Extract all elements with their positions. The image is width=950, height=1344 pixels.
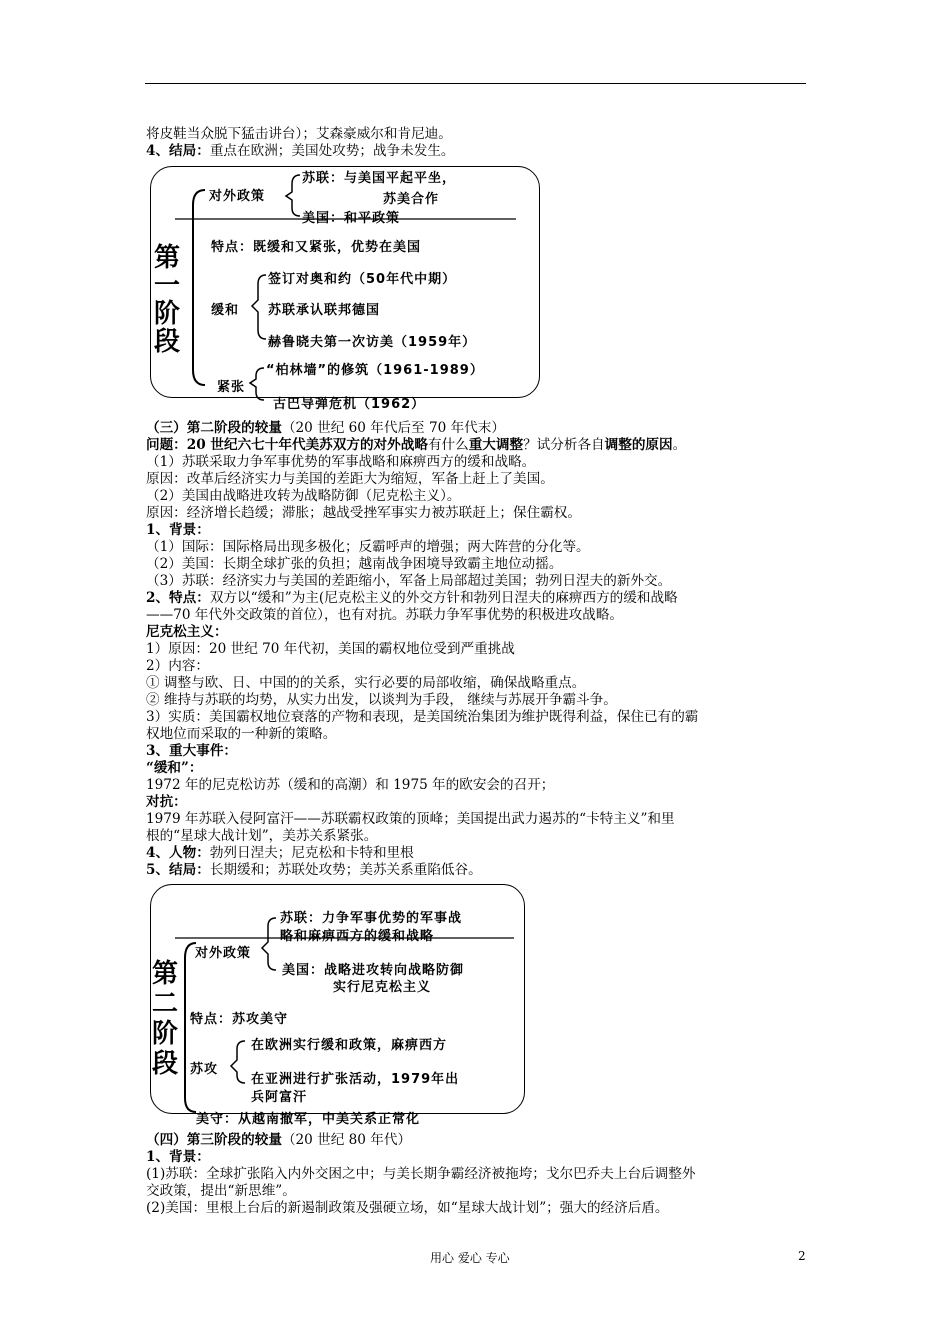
q: 调整的原因 [604,437,673,453]
stage-char: 阶 [151,1019,178,1049]
text-line: 根的“星球大战计划”，美苏关系紧张。 [146,828,378,844]
q: 问题：20 世纪六七十年代美苏双方的对外战略 [146,437,428,453]
q: 重大调整 [468,437,524,453]
text-line: ——70 年代外交政策的首位），也有对抗。苏联力争军事优势的积极进攻战略。 [146,607,624,623]
diagram-text: 苏联承认联邦德国 [268,303,381,318]
section-title [146,1132,810,1148]
title: （三）第二阶段的较量 [146,420,282,436]
diagram-text: 苏美合作 [383,192,440,207]
text-line: (1)苏联：全球扩张陷入内外交困之中；与美长期争霸经济被拖垮；戈尔巴乔夫上台后调整外 [146,1166,696,1182]
text-line: （2）美国：长期全球扩张的负担；越南战争困境导致霸主地位动摇。 [146,556,563,572]
heading: 1、背景： [146,1149,210,1165]
heading: 1、背景： [146,522,210,538]
diagram-text: 签订对奥和约（50年代中期） [268,272,457,287]
heading: 3、重大事件： [146,743,238,759]
diagram-text: 略和麻痹西方的缓和战略 [280,929,435,944]
diagram-text: 美守：从越南撤军，中美关系正常化 [196,1112,421,1127]
text: 双方以“缓和”为主(尼克松主义的外交方针和勃列日涅夫的麻痹西方的缓和战略 [209,590,678,606]
text-line: 1）原因：20 世纪 70 年代初，美国的霸权地位受到严重挑战 [146,641,515,657]
text-line: 3）实质：美国霸权地位衰落的产物和表现，是美国统治集团为维护既得利益，保住已有的霸 [146,709,699,725]
text-line: 1972 年的尼克松访苏（缓和的高潮）和 1975 年的欧安会的召开； [146,777,555,793]
text-line: 权地位而采取的一种新的策略。 [146,726,337,742]
text-line: 2）内容： [146,658,210,674]
text-line [146,590,810,606]
text-line: ① 调整与欧、日、中国的的关系，实行必要的局部收缩，确保战略重点。 [146,675,586,691]
diagram-text: 特点：苏攻美守 [190,1012,289,1027]
text-line: ② 维持与苏联的均势，从实力出发，以谈判为手段， 继续与苏展开争霸斗争。 [146,692,617,708]
title: （四）第三阶段的较量 [146,1132,282,1148]
diagram-label-foreign-policy: 对外政策 [209,189,266,204]
q: ？试分析各自 [523,437,605,453]
text: 勃列日涅夫；尼克松和卡特和里根 [209,845,414,861]
text-line: 原因：经济增长趋缓；滞胀；越战受挫军事实力被苏联赶上；保住霸权。 [146,505,581,521]
text-line: （1）国际：国际格局出现多极化；反霸呼声的增强；两大阵营的分化等。 [146,539,590,555]
stage-char: 段 [153,327,180,357]
diagram-text: 苏联：与美国平起平坐， [302,171,457,186]
text: 重点在欧洲；美国处攻势；战争未发生。 [209,143,455,159]
diagram-label-foreign-policy: 对外政策 [195,946,252,961]
heading: “缓和”： [146,760,203,776]
label: 4、结局： [146,143,210,159]
diagram-text: 在欧洲实行缓和政策，麻痹西方 [251,1038,448,1053]
page-number: 2 [798,1249,806,1263]
text-line [146,862,810,878]
section-title [146,420,810,436]
diagram-text: 赫鲁晓夫第一次访美（1959年） [268,335,477,350]
label: 5、结局： [146,862,210,878]
label: 4、人物： [146,845,210,861]
label: 2、特点： [146,590,210,606]
diagram-label-tension: 紧张 [217,380,246,395]
title-paren: （20 世纪 80 年代） [281,1132,412,1148]
diagram-text: 古巴导弹危机（1962） [273,397,426,412]
stage-char: 第 [151,959,178,989]
text-line [146,845,810,861]
diagram-text: 兵阿富汗 [251,1090,308,1105]
footer-text: 用心 爱心 专心 [430,1251,510,1265]
text-line: (2)美国：里根上台后的新遏制政策及强硬立场，如“星球大战计划”；强大的经济后盾。 [146,1200,669,1216]
text-line: （1）苏联采取力争军事优势的军事战略和麻痹西方的缓和战略。 [146,454,536,470]
diagram-label-detente: 缓和 [211,303,240,318]
stage-char: 阶 [153,299,180,329]
text-line: 原因：改革后经济实力与美国的差距大为缩短，军备上赶上了美国。 [146,471,554,487]
diagram-text: 美国：战略进攻转向战略防御 [282,963,465,978]
diagram-label-soviet-offense: 苏攻 [190,1062,219,1077]
text-line: 将皮鞋当众脱下猛击讲台）；艾森豪威尔和肯尼迪。 [146,126,452,142]
title-paren: （20 世纪 60 年代后至 70 年代末） [281,420,505,436]
diagram-text: 实行尼克松主义 [333,980,432,995]
stage-char: 一 [153,271,180,301]
diagram-text: “柏林墙”的修筑（1961-1989） [266,363,484,378]
stage-char: 二 [151,989,178,1019]
text: 长期缓和；苏联处攻势；美苏关系重陷低谷。 [209,862,482,878]
text-line: 交政策，提出“新思维”。 [146,1183,296,1199]
diagram-text: 苏联：力争军事优势的军事战 [280,911,463,926]
q: 。 [672,437,687,453]
text-line: 1979 年苏联入侵阿富汗——苏联霸权政策的顶峰；美国提出武力遏苏的“卡特主义”和里 [146,811,675,827]
diagram-text: 美国：和平政策 [302,211,401,226]
q: 有什么 [427,437,469,453]
question-line [146,437,810,453]
diagram-text: 特点：既缓和又紧张，优势在美国 [211,240,422,255]
text-line: （2）美国由战略进攻转为战略防御（尼克松主义）。 [146,488,461,504]
stage-char: 第 [153,243,180,273]
text-line: （3）苏联：经济实力与美国的差距缩小，军备上局部超过美国；勃列日涅夫的新外交。 [146,573,672,589]
diagram-text: 在亚洲进行扩张活动，1979年出 [251,1072,460,1087]
stage-char: 段 [151,1049,178,1079]
heading: 对抗： [146,794,187,810]
heading: 尼克松主义： [146,624,228,640]
